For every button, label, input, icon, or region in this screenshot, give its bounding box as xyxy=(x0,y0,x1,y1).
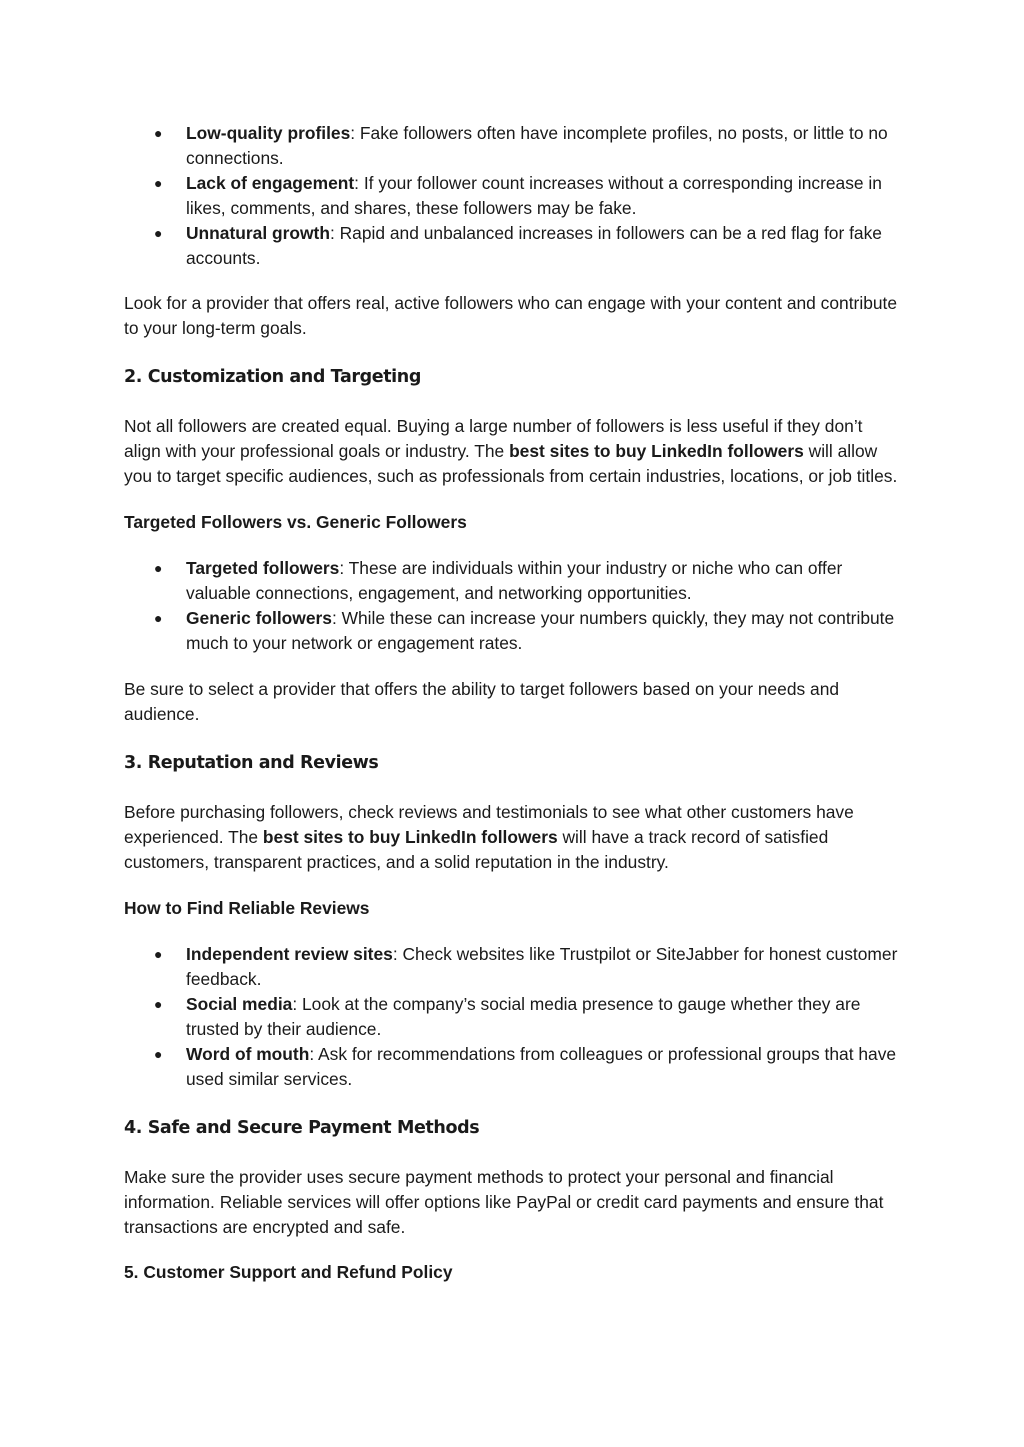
bullet-icon: ● xyxy=(154,1046,163,1062)
list-item xyxy=(124,606,904,656)
list-item-term: Independent review sites xyxy=(186,944,393,964)
bullet-icon: ● xyxy=(154,946,163,962)
list-item xyxy=(124,221,904,271)
section-heading: 4. Safe and Secure Payment Methods xyxy=(124,1118,480,1138)
section-paragraph: Before purchasing followers, check reviews and testimonials to see what other customers have experienced. The best sites to buy LinkedIn followers will have a track record of satisfied customers, transparent practices, and a solid reputation in the industry. xyxy=(124,802,854,872)
list-item xyxy=(124,942,904,992)
bullet-icon: ● xyxy=(154,996,163,1012)
list-item-text: : If your follower count increases without a corresponding increase in likes, comments, and shares, these followers may be fake. xyxy=(186,173,882,218)
list-item-term: Targeted followers xyxy=(186,558,340,578)
list-item xyxy=(124,1042,904,1092)
subheading: How to Find Reliable Reviews xyxy=(124,898,370,918)
bullet-icon: ● xyxy=(154,560,163,576)
intro-paragraph: Look for a provider that offers real, active followers who can engage with your content and contribute to your long-term goals. xyxy=(124,293,898,338)
bullet-icon: ● xyxy=(154,610,163,626)
list-item-term: Unnatural growth xyxy=(186,223,330,243)
bullet-icon: ● xyxy=(154,175,163,191)
document-page xyxy=(124,121,904,1285)
list-item-text: : Ask for recommendations from colleagues or professional groups that have used similar services. xyxy=(186,1044,897,1089)
list-item-text: : Check websites like Trustpilot or SiteJabber for honest customer feedback. xyxy=(186,944,898,989)
bullet-icon: ● xyxy=(154,225,163,241)
emphasis-text: best sites to buy LinkedIn followers xyxy=(509,441,804,461)
list-item-term: Lack of engagement xyxy=(186,173,355,193)
followers-comparison-list xyxy=(124,556,904,656)
list-item-text: : Rapid and unbalanced increases in followers can be a red flag for fake accounts. xyxy=(186,223,882,268)
reviews-sources-list xyxy=(124,942,904,1092)
list-item-term: Word of mouth xyxy=(186,1044,310,1064)
list-item-text: : These are individuals within your industry or niche who can offer valuable connections, engagement, and networking opportunities. xyxy=(186,558,843,603)
list-item-term: Low-quality profiles xyxy=(186,123,351,143)
emphasis-text: best sites to buy LinkedIn followers xyxy=(262,827,558,847)
section-paragraph: Be sure to select a provider that offers the ability to target followers based on your needs and audience. xyxy=(124,679,840,724)
section-paragraph: Make sure the provider uses secure payment methods to protect your personal and financial information. Reliable services will offer options like PayPal or credit card payments and ensure that transactions are encrypted and safe. xyxy=(124,1167,884,1237)
list-item-text: : While these can increase your numbers quickly, they may not contribute much to your network or engagement rates. xyxy=(186,608,895,653)
section-paragraph: Not all followers are created equal. Buying a large number of followers is less useful if they don’t align with your professional goals or industry. The best sites to buy LinkedIn followers will allow you to target specific audiences, such as professionals from certain industries, locations, or job titles. xyxy=(124,416,898,486)
fake-followers-signs-list xyxy=(124,121,904,271)
bullet-icon: ● xyxy=(154,125,163,141)
section-heading: 2. Customization and Targeting xyxy=(124,367,421,387)
list-item xyxy=(124,121,904,171)
list-item-term: Generic followers xyxy=(186,608,332,628)
list-item-text: : Fake followers often have incomplete profiles, no posts, or little to no connections. xyxy=(186,123,888,168)
list-item xyxy=(124,992,904,1042)
list-item-text: : Look at the company’s social media presence to gauge whether they are trusted by their audience. xyxy=(186,994,861,1039)
subheading: 5. Customer Support and Refund Policy xyxy=(124,1262,453,1282)
subheading: Targeted Followers vs. Generic Followers xyxy=(124,512,467,532)
section-heading: 3. Reputation and Reviews xyxy=(124,753,379,773)
list-item xyxy=(124,556,904,606)
list-item-term: Social media xyxy=(186,994,293,1014)
list-item xyxy=(124,171,904,221)
